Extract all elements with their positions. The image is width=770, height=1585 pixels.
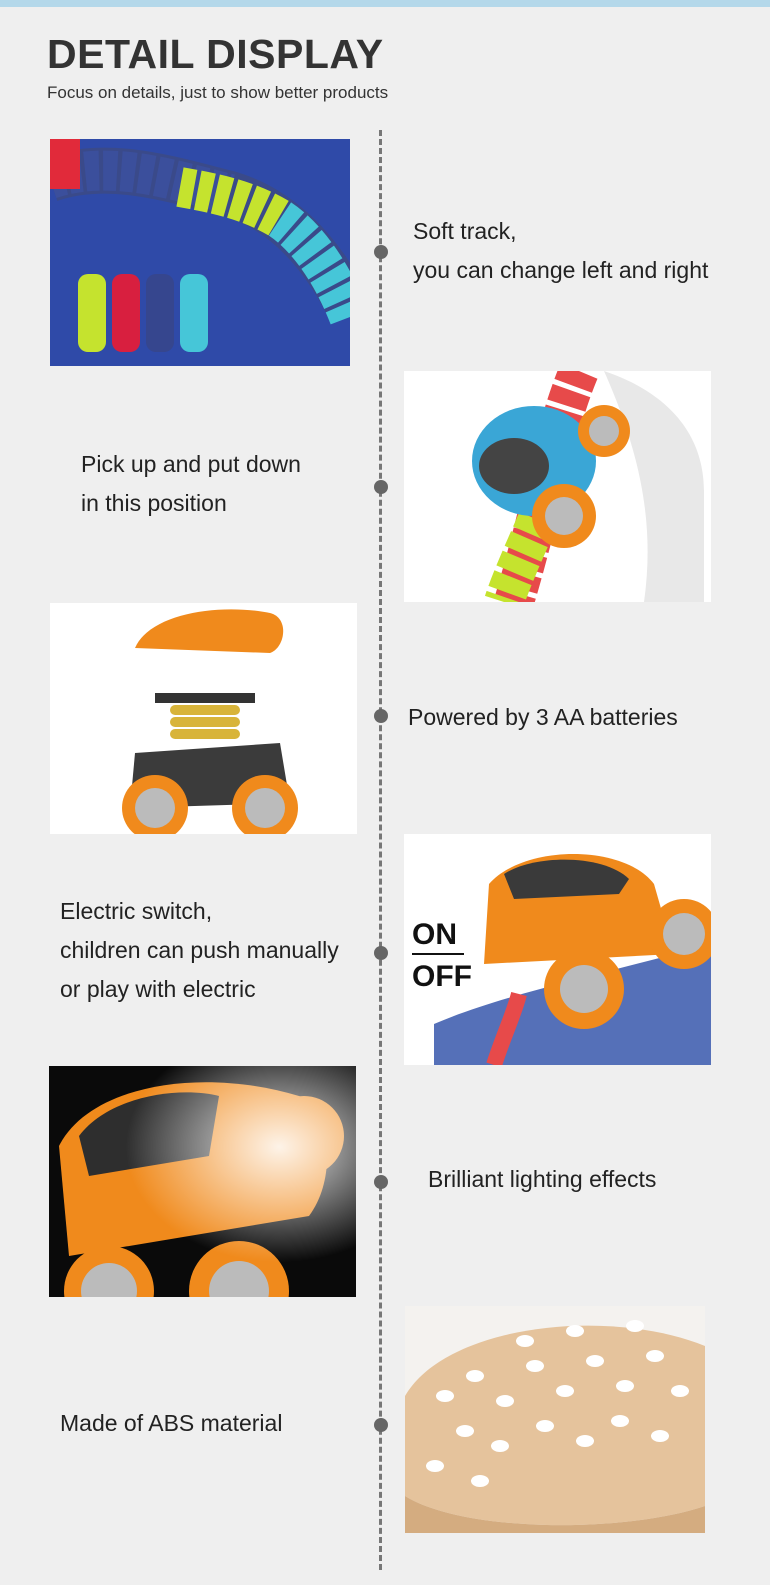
top-accent-bar (0, 0, 770, 7)
abs-material-photo (405, 1306, 705, 1533)
feature-caption-abs: Made of ABS material (60, 1410, 283, 1436)
feature-caption-lighting: Brilliant lighting effects (428, 1166, 657, 1192)
switch-off-label: OFF (412, 960, 472, 993)
timeline-dot (374, 480, 388, 494)
page-subtitle: Focus on details, just to show better products (47, 83, 389, 102)
page-title: DETAIL DISPLAY (47, 31, 384, 77)
feature-caption-soft-track: Soft track, you can change left and right (413, 218, 709, 283)
timeline-dot (374, 946, 388, 960)
timeline-line (379, 130, 382, 1570)
timeline-dot (374, 245, 388, 259)
timeline-dot (374, 1175, 388, 1189)
feature-caption-switch: Electric switch, children can push manually or play with electric (60, 898, 339, 1002)
switch-on-label: ON (412, 918, 457, 951)
switch-photo (404, 834, 711, 1065)
timeline-dot (374, 709, 388, 723)
lighting-photo (49, 1066, 356, 1297)
soft-track-photo (50, 139, 350, 366)
feature-caption-batteries: Powered by 3 AA batteries (408, 704, 678, 730)
timeline-dot (374, 1418, 388, 1432)
car-on-track-photo (404, 371, 711, 602)
battery-compartment-photo (50, 603, 357, 834)
feature-caption-pick-up: Pick up and put down in this position (81, 451, 301, 516)
